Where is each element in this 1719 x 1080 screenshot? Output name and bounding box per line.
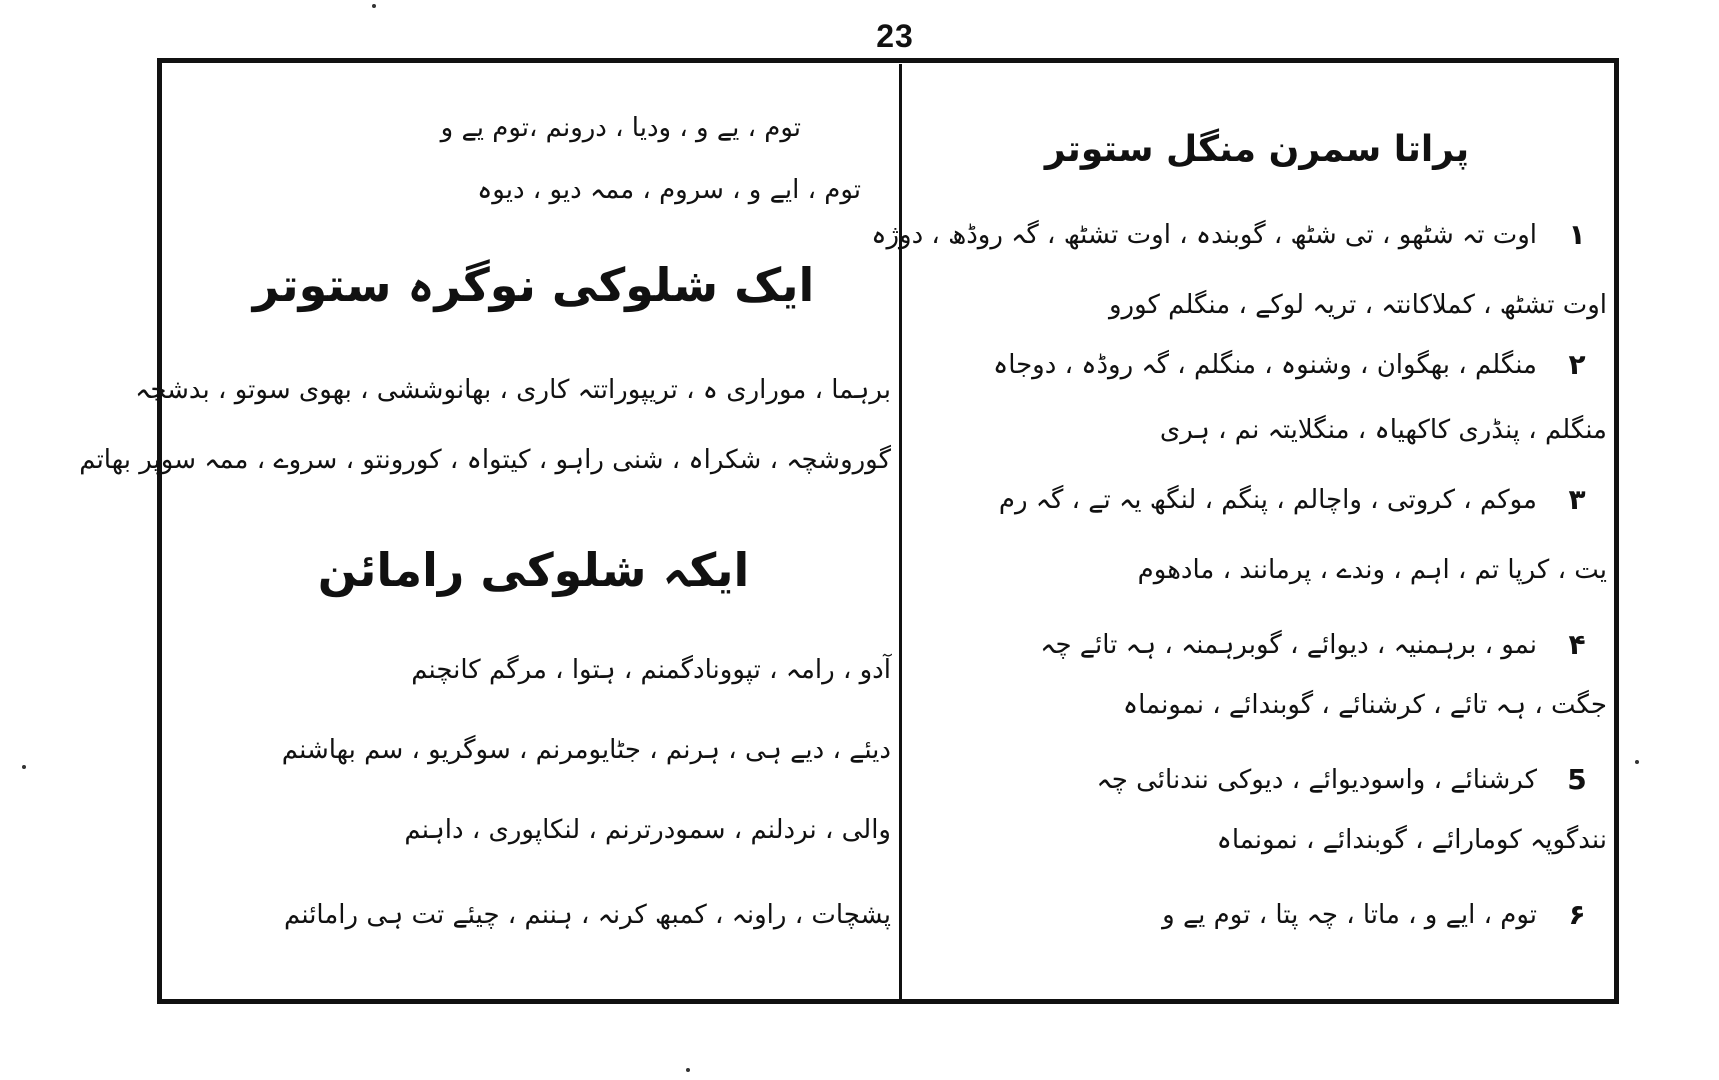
top-line-1: توم ، یے و ، ودیا ، درونم ،توم یے و [440, 113, 801, 143]
navgrah-line-2: گوروشچہ ، شکراہ ، شنی راہو ، کیتواہ ، کورونتو ، سروے ، ممہ سوپر بھاتم [79, 445, 891, 475]
ramayan-line-1: آدو ، رامہ ، تپوونادگمنم ، ہتوا ، مرگم کانچنم [411, 655, 891, 685]
column-divider [899, 64, 902, 999]
heading-navgrah-stotra: ایک شلوکی نوگرہ ستوتر [252, 258, 815, 312]
left-panel [79, 70, 891, 992]
verse-number-3: ۳ [1568, 483, 1586, 516]
scan-speck [1635, 760, 1639, 764]
heading-pratah-smaran: پراتا سمرن منگل ستوتر [1044, 129, 1470, 170]
ramayan-line-4: پشچات ، راونہ ، کمبھ کرنہ ، ہننم ، چیئے تت ہی رامائنم [284, 900, 891, 930]
verse-number-1: ۱ [1568, 218, 1586, 251]
verse-3-line-1: موکم ، کروتی ، واچالم ، پنگم ، لنگھ یہ تے ، گہ رم [998, 485, 1537, 515]
navgrah-line-1: برہما ، موراری ہ ، تریپوراتتہ کاری ، بھانوششی ، بھوی سوتو ، بدشچہ [135, 375, 891, 405]
heading-ramayan: ایکہ شلوکی رامائن [317, 543, 750, 597]
verse-4-line-1: نمو ، برہمنیہ ، دیوائے ، گوبرہمنہ ، ہہ تائے چہ [1040, 630, 1537, 660]
verse-number-2: ۲ [1568, 348, 1586, 381]
scan-speck [686, 1068, 690, 1072]
verse-6-line-1: توم ، ایے و ، ماتا ، چہ پتا ، توم یے و [1162, 900, 1537, 930]
verse-3-line-2: یت ، کرپا تم ، اہم ، وندے ، پرمانند ، مادھوم [1137, 555, 1607, 585]
scan-speck [372, 4, 376, 8]
right-panel [871, 70, 1607, 992]
verse-4-line-2: جگت ، ہہ تائے ، کرشنائے ، گوبندائے ، نمونماہ [1122, 690, 1607, 720]
verse-number-6: ۶ [1568, 898, 1586, 931]
verse-1-line-2: اوت تشٹھ ، کملاکانتہ ، تریہ لوکے ، منگلم کورو [1108, 290, 1607, 320]
top-line-2: توم ، ایے و ، سروم ، ممہ دیو ، دیوہ [477, 175, 861, 205]
verse-5-line-2: نندگوپہ کومارائے ، گوبندائے ، نمونماہ [1216, 825, 1607, 855]
verse-1-line-1: اوت تہ شٹھو ، تی شٹھ ، گوبندہ ، اوت تشٹھ ، گہ روڈھ ، دوژہ [871, 220, 1537, 250]
ramayan-line-3: والی ، نردلنم ، سمودرترنم ، لنکاپوری ، داہنم [404, 815, 891, 845]
verse-number-5: 5 [1567, 763, 1587, 796]
verse-number-4: ۴ [1568, 628, 1586, 661]
verse-5-line-1: کرشنائے ، واسودیوائے ، دیوکی نندنائی چہ [1096, 765, 1537, 795]
scan-speck [22, 765, 26, 769]
ramayan-line-2: دیئے ، دیے ہی ، ہرنم ، جٹایومرنم ، سوگریو ، سم بھاشنم [281, 735, 891, 765]
page-number: 23 [876, 18, 914, 54]
verse-2-line-1: منگلم ، بھگوان ، وشنوہ ، منگلم ، گہ روڈہ ، دوجاہ [992, 350, 1537, 380]
verse-2-line-2: منگلم ، پنڈری کاکھیاہ ، منگلایتہ نم ، ہری [1159, 415, 1607, 445]
